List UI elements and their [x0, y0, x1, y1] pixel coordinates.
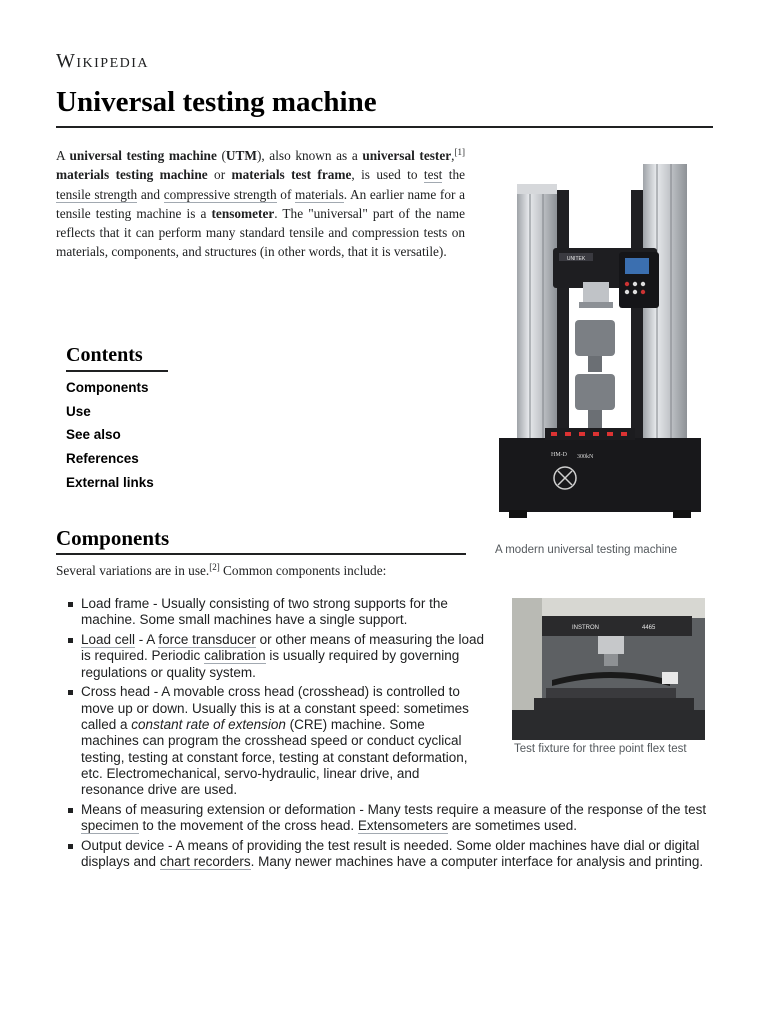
instron-brand-label: INSTRON	[572, 625, 599, 631]
citation-2[interactable]: [2]	[209, 562, 220, 572]
link-tensile-strength[interactable]: tensile strength	[56, 186, 138, 202]
link-force-transducer[interactable]: force transducer	[158, 632, 256, 648]
machine-model-label: HM-D	[551, 452, 567, 458]
title-divider	[56, 126, 713, 128]
components-list	[66, 596, 716, 874]
components-intro: Several variations are in use.[2] Common components include:	[56, 562, 387, 578]
link-extensometers[interactable]: Extensometers	[357, 818, 448, 834]
machine-capacity-label: 300kN	[577, 454, 594, 460]
instron-model-label: 4465	[642, 625, 656, 631]
page-title: Universal testing machine	[56, 86, 377, 118]
figure2-caption: Test fixture for three point flex test	[514, 743, 687, 755]
toc-item-components[interactable]: Components	[66, 380, 149, 395]
wikipedia-wordmark[interactable]: Wikipedia	[56, 50, 150, 72]
contents-list	[66, 378, 154, 496]
link-specimen[interactable]: specimen	[81, 818, 139, 834]
toc-item-use[interactable]: Use	[66, 403, 91, 419]
link-materials[interactable]: materials	[295, 186, 344, 202]
figure-wrap-spacer	[481, 684, 716, 766]
citation-1[interactable]: [1]	[454, 147, 465, 157]
toc-item-external-links[interactable]: External links	[66, 474, 154, 490]
link-calibration[interactable]: calibration	[204, 648, 266, 664]
list-item-output-device: Output device - A means of providing the test result is needed. Some older machines have dial or digital displays and chart recorders. Many newer machines have a computer interface for analysis and printing.	[66, 838, 716, 871]
list-item-load-frame: Load frame - Usually consisting of two strong supports for the machine. Some small machines have a single support.	[66, 596, 496, 629]
machine-brand-label: UNITEK	[566, 256, 586, 262]
contents-title: Contents	[66, 344, 143, 366]
list-item-cross-head: Cross head - A movable cross head (crosshead) is controlled to move up or down. Usually this is at a constant speed: sometimes called a constant rate of extension (CRE) machine. Some machines can program the crosshead speed or conduct cyclical testing, testing at constant force, testing at constant deformation, etc. Electromechanical, servo-hydraulic, linear drive, and resonance drive are used.	[66, 684, 716, 798]
list-item-load-cell: Load cell - A force transducer or other means of measuring the load is required. Periodic calibration is usually required by governing regulations or quality system.	[66, 632, 496, 681]
link-chart-recorders[interactable]: chart recorders	[159, 854, 251, 870]
components-divider	[56, 553, 466, 555]
toc-item-see-also[interactable]: See also	[66, 427, 121, 443]
contents-divider	[66, 370, 168, 372]
utm-machine-image[interactable]	[495, 160, 705, 538]
link-test[interactable]: test	[423, 167, 443, 183]
list-item-extension: Means of measuring extension or deformation - Many tests require a measure of the response of the test specimen to the movement of the cross head. Extensometers are sometimes used.	[66, 802, 716, 835]
toc-item-references[interactable]: References	[66, 451, 139, 467]
intro-paragraph: A universal testing machine (UTM), also known as a universal tester,[1] materials testing machine or materials test frame, is used to test the tensile strength and compressive strength of materials. An earlier name for a tensile testing machine is a tensometer. The "universal" part of the name reflects that it can perform many standard tensile and compression tests on materials, components, and structures (in other words, that it is versatile).	[56, 147, 465, 260]
figure1-caption: A modern universal testing machine	[495, 544, 678, 556]
link-load-cell[interactable]: Load cell	[81, 632, 136, 648]
components-heading: Components	[56, 526, 170, 550]
link-compressive-strength[interactable]: compressive strength	[163, 186, 277, 202]
